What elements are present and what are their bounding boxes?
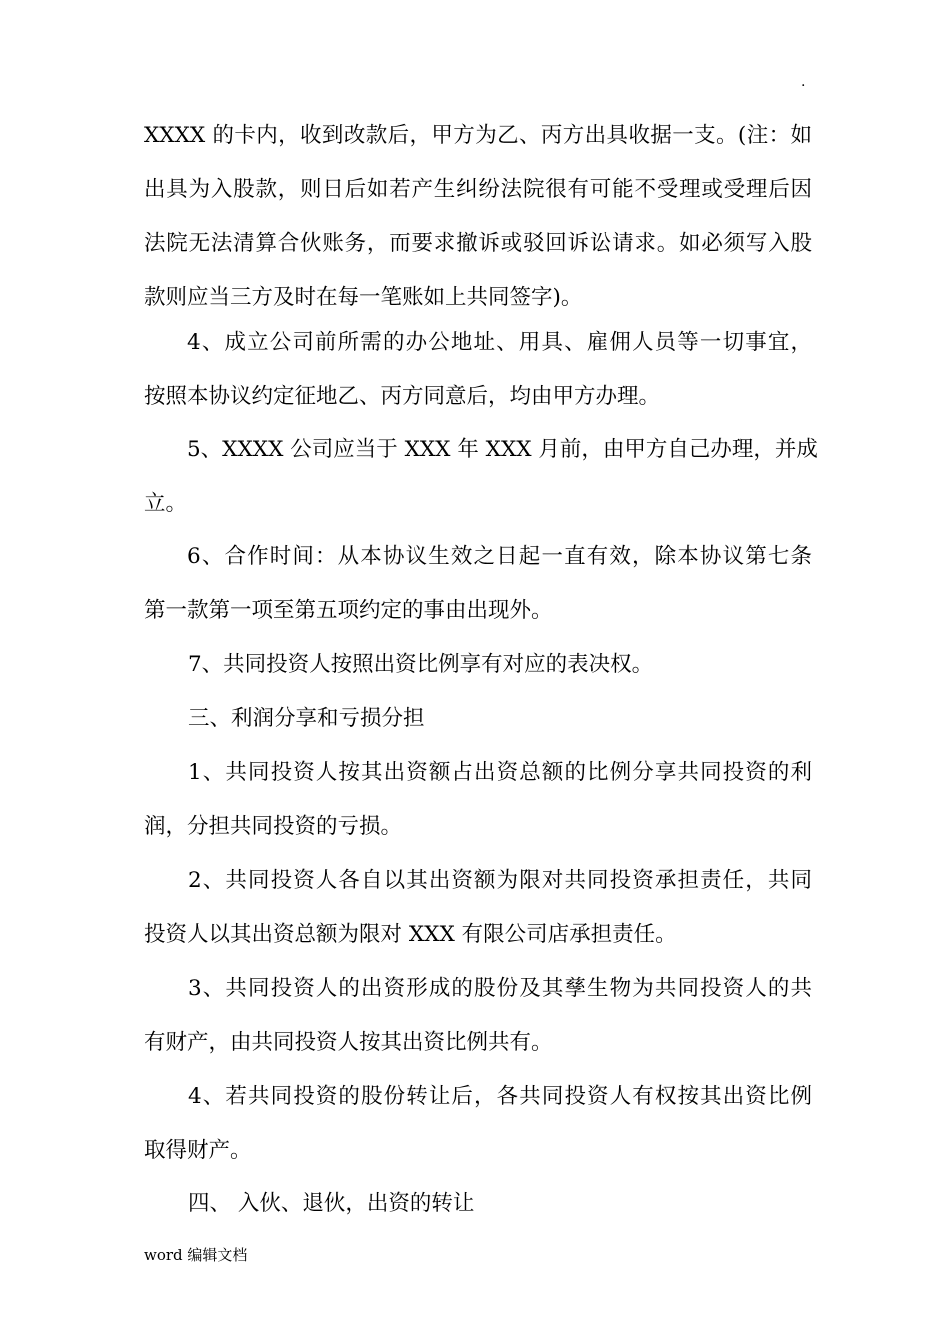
text-line: 2、共同投资人各自以其出资额为限对共同投资承担责任，共同 — [188, 868, 812, 893]
text-line: XXXX 的卡内，收到改款后，甲方为乙、丙方出具收据一支。(注：如 — [144, 123, 812, 148]
text-line: 法院无法清算合伙账务，而要求撤诉或驳回诉讼请求。如必须写入股 — [144, 231, 812, 256]
text-line: 有财产，由共同投资人按其出资比例共有。 — [144, 1030, 553, 1055]
text-line: 按照本协议约定征地乙、丙方同意后，均由甲方办理。 — [144, 384, 661, 409]
text-line: 款则应当三方及时在每一笔账如上共同签字)。 — [144, 285, 583, 310]
text-line: 3、共同投资人的出资形成的股份及其孳生物为共同投资人的共 — [188, 976, 812, 1001]
paragraph-profit-2 — [144, 854, 812, 962]
text-line: 出具为入股款，则日后如若产生纠纷法院很有可能不受理或受理后因 — [144, 177, 812, 202]
paragraph-profit-3 — [144, 962, 812, 1070]
paragraph-item-6 — [144, 530, 812, 638]
text-line: 立。 — [144, 491, 188, 516]
text-line: 取得财产。 — [144, 1138, 252, 1163]
paragraph-profit-1 — [144, 746, 812, 854]
text-line: 1、共同投资人按其出资额占出资总额的比例分享共同投资的利 — [188, 760, 812, 785]
text-line: 投资人以其出资总额为限对 XXX 有限公司店承担责任。 — [144, 922, 677, 947]
section-heading-profit: 三、利润分享和亏损分担 — [188, 706, 425, 731]
text-line: 4、若共同投资的股份转让后，各共同投资人有权按其出资比例 — [188, 1084, 812, 1109]
footer-label: word 编辑文档 — [144, 1246, 248, 1264]
text-line: 第一款第一项至第五项约定的事由出现外。 — [144, 598, 553, 623]
header-mark: . — [801, 74, 806, 90]
text-line: 6、合作时间：从本协议生效之日起一直有效，除本协议第七条 — [187, 544, 812, 569]
text-line: 润，分担共同投资的亏损。 — [144, 814, 403, 839]
text-line: 4、成立公司前所需的办公地址、用具、雇佣人员等一切事宜， — [187, 330, 812, 355]
paragraph-payment-note — [144, 109, 812, 325]
text-line: 5、XXXX 公司应当于 XXX 年 XXX 月前，由甲方自己办理，并成 — [187, 437, 818, 462]
section-heading-partnership: 四、 入伙、退伙，出资的转让 — [188, 1191, 475, 1216]
paragraph-profit-4 — [144, 1070, 812, 1178]
paragraph-item-4 — [144, 316, 812, 424]
paragraph-item-5 — [144, 423, 818, 531]
paragraph-item-7: 7、共同投资人按照出资比例享有对应的表决权。 — [188, 652, 654, 677]
